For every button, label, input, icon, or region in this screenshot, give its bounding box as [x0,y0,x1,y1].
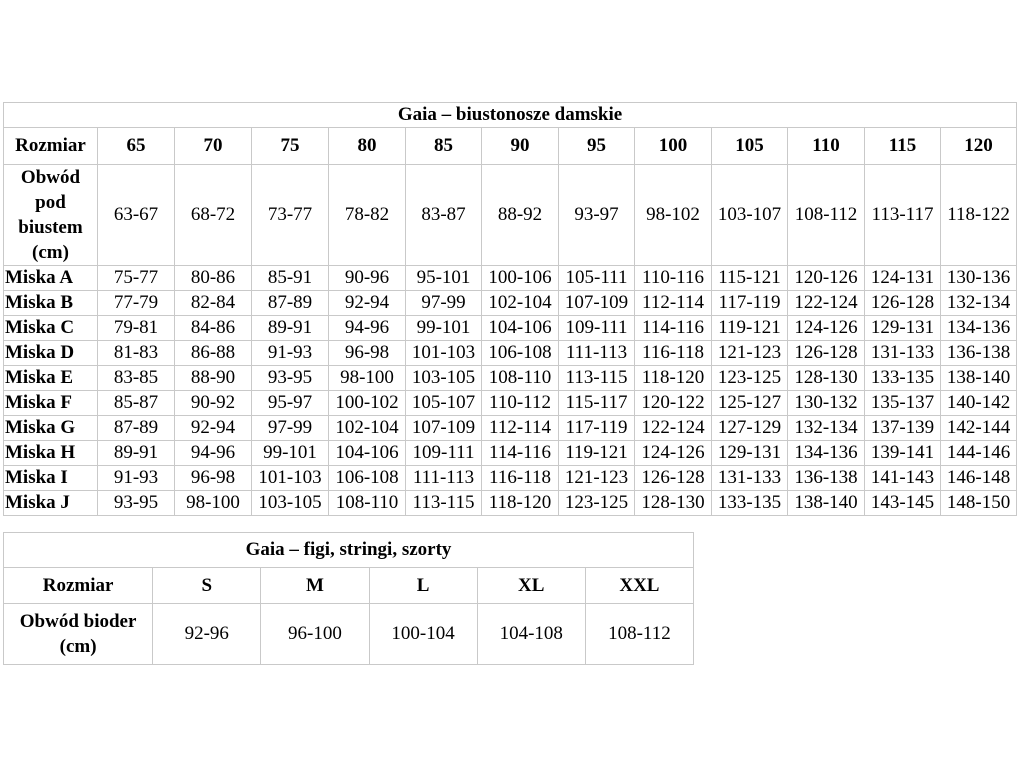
cup-value-cell: 88-90 [175,366,252,391]
bra-size-cell: 80 [329,128,406,165]
cup-value-cell: 107-109 [406,416,482,441]
bra-size-cell: 95 [559,128,635,165]
cup-value-cell: 95-101 [406,266,482,291]
underbust-cell: 93-97 [559,165,635,266]
cup-value-cell: 130-132 [788,391,865,416]
cup-value-cell: 118-120 [635,366,712,391]
hips-cell: 104-108 [477,604,585,665]
table-row [4,491,1017,516]
cup-value-cell: 109-111 [406,441,482,466]
bra-size-table [3,102,1017,516]
cup-value-cell: 126-128 [635,466,712,491]
panty-size-cell: M [261,568,369,604]
cup-value-cell: 137-139 [865,416,941,441]
cup-value-cell: 142-144 [941,416,1017,441]
bra-size-cell: 65 [98,128,175,165]
table-row [4,416,1017,441]
underbust-cell: 83-87 [406,165,482,266]
cup-value-cell: 123-125 [559,491,635,516]
cup-value-cell: 119-121 [712,316,788,341]
cup-value-cell: 131-133 [712,466,788,491]
bra-size-cell: 70 [175,128,252,165]
cup-value-cell: 113-115 [559,366,635,391]
cup-value-cell: 128-130 [788,366,865,391]
cup-value-cell: 102-104 [482,291,559,316]
cup-value-cell: 86-88 [175,341,252,366]
bra-size-cell: 90 [482,128,559,165]
cup-value-cell: 136-138 [788,466,865,491]
cup-value-cell: 99-101 [252,441,329,466]
cup-value-cell: 83-85 [98,366,175,391]
cup-value-cell: 140-142 [941,391,1017,416]
cup-value-cell: 129-131 [865,316,941,341]
cup-value-cell: 117-119 [712,291,788,316]
cup-value-cell: 114-116 [482,441,559,466]
cup-value-cell: 122-124 [788,291,865,316]
table-row [4,291,1017,316]
cup-value-cell: 116-118 [635,341,712,366]
bra-size-cell: 75 [252,128,329,165]
cup-value-cell: 132-134 [941,291,1017,316]
bra-size-cell: 105 [712,128,788,165]
bra-size-cell: 110 [788,128,865,165]
cup-label: Miska D [4,341,98,366]
cup-value-cell: 132-134 [788,416,865,441]
cup-value-cell: 82-84 [175,291,252,316]
cup-value-cell: 123-125 [712,366,788,391]
cup-value-cell: 106-108 [329,466,406,491]
underbust-cell: 78-82 [329,165,406,266]
underbust-cell: 68-72 [175,165,252,266]
cup-value-cell: 136-138 [941,341,1017,366]
cup-value-cell: 131-133 [865,341,941,366]
bra-size-cell: 85 [406,128,482,165]
cup-value-cell: 100-106 [482,266,559,291]
cup-value-cell: 139-141 [865,441,941,466]
cup-value-cell: 85-91 [252,266,329,291]
cup-value-cell: 91-93 [98,466,175,491]
cup-value-cell: 92-94 [175,416,252,441]
cup-value-cell: 105-107 [406,391,482,416]
underbust-cell: 113-117 [865,165,941,266]
cup-value-cell: 108-110 [482,366,559,391]
cup-value-cell: 101-103 [406,341,482,366]
cup-value-cell: 125-127 [712,391,788,416]
panty-table-title: Gaia – figi, stringi, szorty [4,533,694,568]
panty-size-header: Rozmiar [4,568,153,604]
cup-value-cell: 98-100 [329,366,406,391]
underbust-cell: 98-102 [635,165,712,266]
cup-value-cell: 148-150 [941,491,1017,516]
cup-value-cell: 95-97 [252,391,329,416]
cup-value-cell: 115-121 [712,266,788,291]
cup-value-cell: 108-110 [329,491,406,516]
cup-value-cell: 127-129 [712,416,788,441]
underbust-cell: 63-67 [98,165,175,266]
cup-label: Miska A [4,266,98,291]
cup-value-cell: 114-116 [635,316,712,341]
cup-value-cell: 120-122 [635,391,712,416]
cup-value-cell: 87-89 [98,416,175,441]
cup-value-cell: 103-105 [252,491,329,516]
table-row [4,266,1017,291]
cup-value-cell: 112-114 [635,291,712,316]
cup-value-cell: 128-130 [635,491,712,516]
cup-value-cell: 115-117 [559,391,635,416]
bra-size-header: Rozmiar [4,128,98,165]
cup-value-cell: 146-148 [941,466,1017,491]
cup-value-cell: 98-100 [175,491,252,516]
table-row [4,341,1017,366]
panty-size-cell: XL [477,568,585,604]
underbust-cell: 73-77 [252,165,329,266]
cup-value-cell: 79-81 [98,316,175,341]
cup-value-cell: 101-103 [252,466,329,491]
cup-value-cell: 134-136 [941,316,1017,341]
table-row [4,391,1017,416]
cup-value-cell: 89-91 [98,441,175,466]
cup-value-cell: 104-106 [482,316,559,341]
cup-value-cell: 130-136 [941,266,1017,291]
cup-value-cell: 97-99 [252,416,329,441]
cup-value-cell: 81-83 [98,341,175,366]
table-row [4,466,1017,491]
underbust-label: Obwód pod biustem (cm) [4,165,98,266]
hips-cell: 108-112 [585,604,693,665]
panty-size-cell: XXL [585,568,693,604]
cup-value-cell: 126-128 [865,291,941,316]
cup-value-cell: 124-126 [788,316,865,341]
cup-value-cell: 85-87 [98,391,175,416]
bra-size-cell: 100 [635,128,712,165]
cup-value-cell: 87-89 [252,291,329,316]
cup-value-cell: 89-91 [252,316,329,341]
cup-label: Miska E [4,366,98,391]
cup-value-cell: 96-98 [175,466,252,491]
underbust-cell: 88-92 [482,165,559,266]
cup-value-cell: 77-79 [98,291,175,316]
cup-value-cell: 96-98 [329,341,406,366]
cup-value-cell: 121-123 [559,466,635,491]
cup-value-cell: 116-118 [482,466,559,491]
cup-value-cell: 80-86 [175,266,252,291]
hips-cell: 96-100 [261,604,369,665]
cup-value-cell: 106-108 [482,341,559,366]
cup-value-cell: 93-95 [252,366,329,391]
cup-label: Miska J [4,491,98,516]
cup-label: Miska H [4,441,98,466]
cup-value-cell: 105-111 [559,266,635,291]
hips-cell: 100-104 [369,604,477,665]
cup-value-cell: 92-94 [329,291,406,316]
cup-value-cell: 141-143 [865,466,941,491]
cup-value-cell: 138-140 [941,366,1017,391]
cup-value-cell: 143-145 [865,491,941,516]
cup-value-cell: 111-113 [406,466,482,491]
cup-label: Miska B [4,291,98,316]
cup-value-cell: 110-112 [482,391,559,416]
underbust-cell: 108-112 [788,165,865,266]
cup-value-cell: 107-109 [559,291,635,316]
cup-value-cell: 110-116 [635,266,712,291]
table-row [4,316,1017,341]
bra-size-cell: 120 [941,128,1017,165]
cup-value-cell: 84-86 [175,316,252,341]
panty-size-cell: S [153,568,261,604]
bra-size-cell: 115 [865,128,941,165]
cup-value-cell: 126-128 [788,341,865,366]
cup-value-cell: 117-119 [559,416,635,441]
cup-value-cell: 90-96 [329,266,406,291]
cup-value-cell: 133-135 [865,366,941,391]
cup-label: Miska G [4,416,98,441]
cup-value-cell: 94-96 [175,441,252,466]
cup-value-cell: 129-131 [712,441,788,466]
cup-value-cell: 124-131 [865,266,941,291]
table-row [4,441,1017,466]
cup-value-cell: 100-102 [329,391,406,416]
cup-value-cell: 121-123 [712,341,788,366]
cup-value-cell: 133-135 [712,491,788,516]
cup-value-cell: 113-115 [406,491,482,516]
panty-size-table [3,532,694,665]
cup-label: Miska F [4,391,98,416]
table-row [4,366,1017,391]
cup-value-cell: 93-95 [98,491,175,516]
cup-value-cell: 91-93 [252,341,329,366]
hips-cell: 92-96 [153,604,261,665]
cup-value-cell: 122-124 [635,416,712,441]
cup-value-cell: 138-140 [788,491,865,516]
cup-value-cell: 103-105 [406,366,482,391]
panty-size-cell: L [369,568,477,604]
cup-value-cell: 134-136 [788,441,865,466]
cup-value-cell: 104-106 [329,441,406,466]
cup-label: Miska C [4,316,98,341]
cup-value-cell: 102-104 [329,416,406,441]
cup-label: Miska I [4,466,98,491]
cup-value-cell: 144-146 [941,441,1017,466]
cup-value-cell: 124-126 [635,441,712,466]
cup-value-cell: 90-92 [175,391,252,416]
hips-label: Obwód bioder (cm) [4,604,153,665]
cup-value-cell: 75-77 [98,266,175,291]
underbust-cell: 103-107 [712,165,788,266]
cup-value-cell: 135-137 [865,391,941,416]
cup-value-cell: 119-121 [559,441,635,466]
cup-value-cell: 118-120 [482,491,559,516]
cup-value-cell: 120-126 [788,266,865,291]
cup-value-cell: 111-113 [559,341,635,366]
cup-value-cell: 97-99 [406,291,482,316]
bra-table-title: Gaia – biustonosze damskie [4,103,1017,128]
underbust-cell: 118-122 [941,165,1017,266]
cup-value-cell: 99-101 [406,316,482,341]
cup-value-cell: 109-111 [559,316,635,341]
cup-value-cell: 94-96 [329,316,406,341]
cup-value-cell: 112-114 [482,416,559,441]
